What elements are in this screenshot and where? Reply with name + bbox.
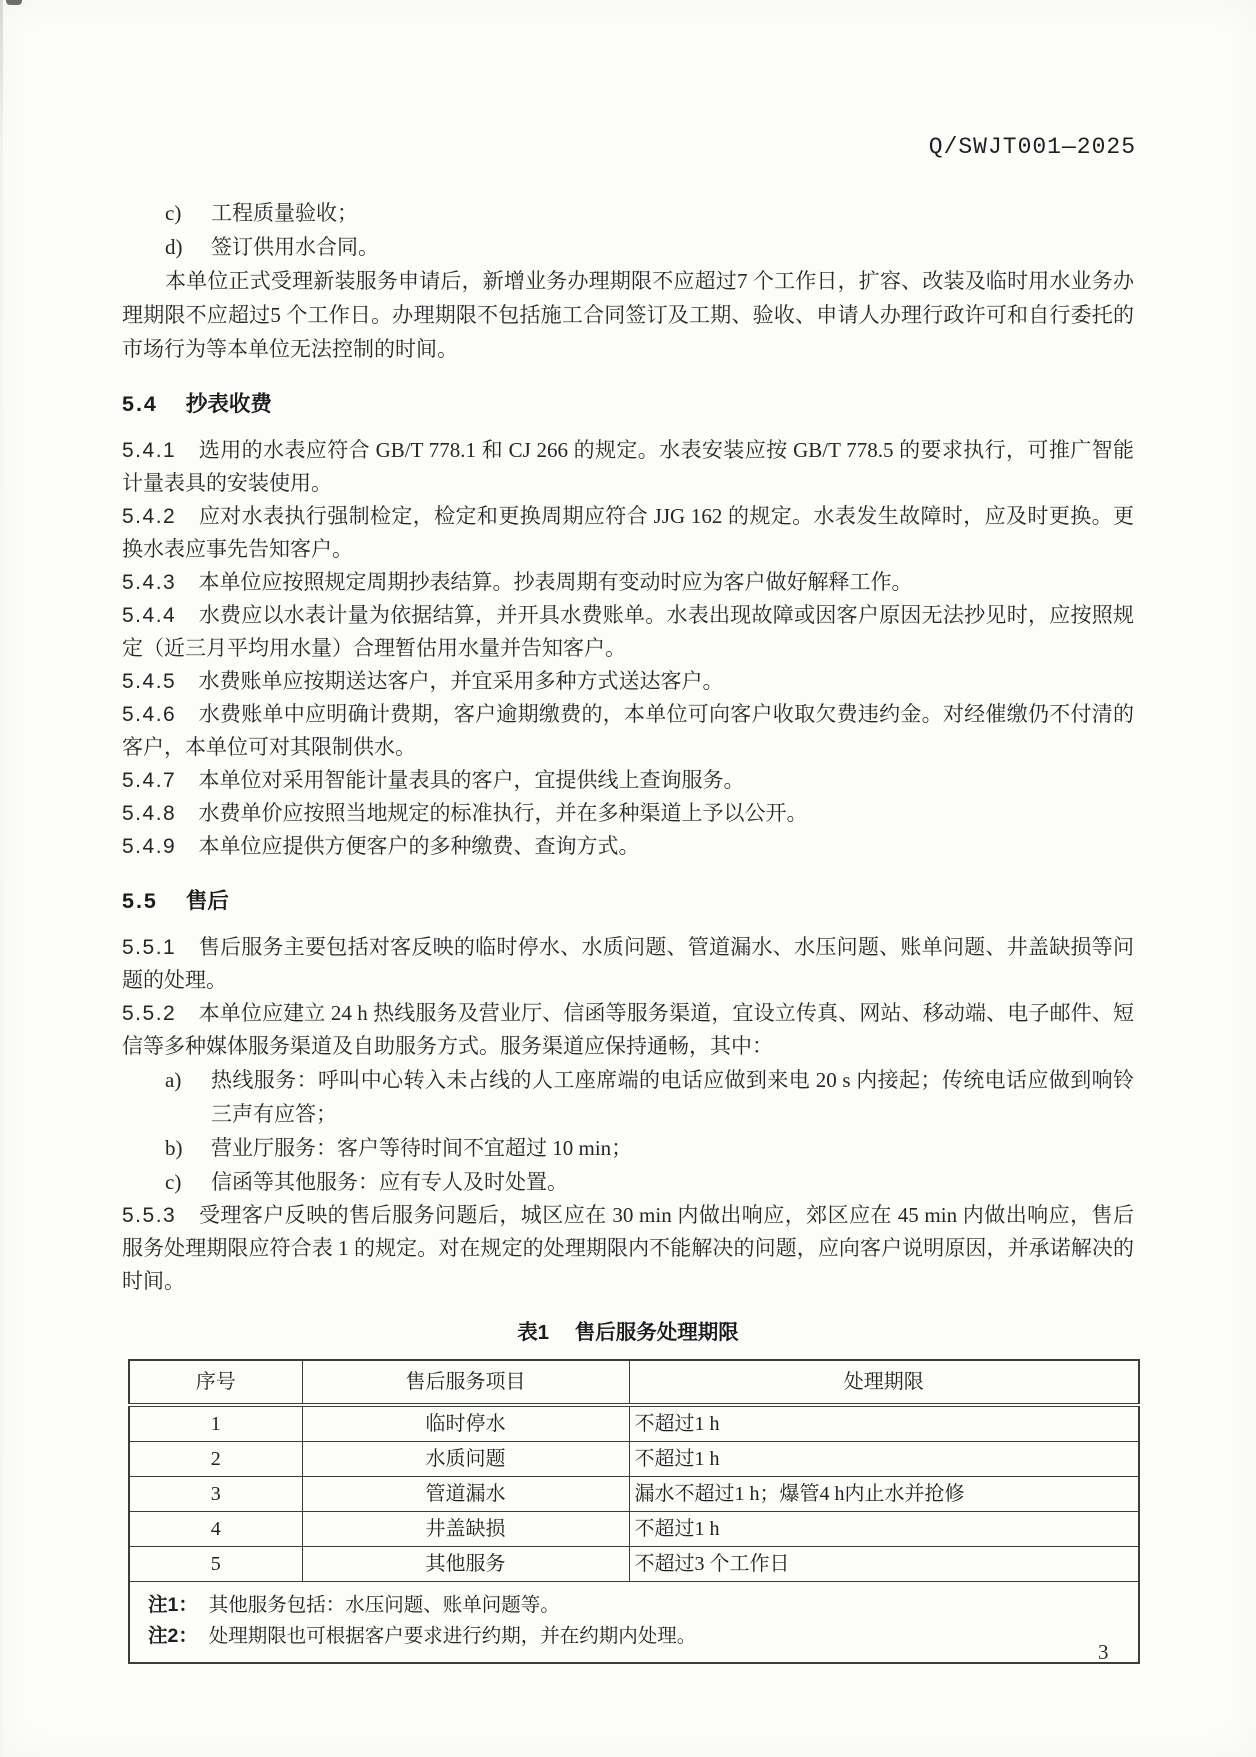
clause-text: 选用的水表应符合 GB/T 778.1 和 CJ 266 的规定。水表安装应按 GB/T 778.5 的要求执行，可推广智能计量表具的安装使用。: [122, 438, 1134, 495]
clause: [122, 797, 1134, 830]
col-header-seq: 序号: [129, 1360, 302, 1405]
table-row: [129, 1512, 1139, 1547]
section-5-4-clauses: [122, 434, 1134, 863]
list-item-label: c): [165, 201, 182, 225]
table-row: [129, 1405, 1139, 1442]
clause: [122, 434, 1134, 500]
clause: [122, 698, 1134, 764]
list-item-text: 工程质量验收；: [211, 201, 358, 225]
clause-number: 5.4.7: [122, 769, 177, 792]
table-note: [148, 1590, 1132, 1621]
col-header-service: 售后服务项目: [302, 1360, 629, 1405]
clause-text: 水费应以水表计量为依据结算，并开具水费账单。水表出现故障或因客户原因无法抄见时，应按照规定（近三月平均用水量）合理暂估用水量并告知客户。: [122, 603, 1134, 660]
clause-text: 应对水表执行强制检定，检定和更换周期应符合 JJG 162 的规定。水表发生故障时，应及时更换。更换水表应事先告知客户。: [122, 504, 1134, 561]
list-item-text: 签订供用水合同。: [211, 235, 379, 259]
clause-number: 5.4.9: [122, 835, 177, 858]
section-title: 售后: [185, 889, 229, 913]
table-row: [129, 1477, 1139, 1512]
clause-number: 5.4.1: [122, 439, 177, 462]
cell-seq: 4: [129, 1512, 302, 1547]
list-item-text: 信函等其他服务：应有专人及时处置。: [211, 1170, 568, 1194]
cell-service: 井盖缺损: [302, 1512, 629, 1547]
clause-number: 5.5.3: [122, 1204, 177, 1227]
clause-text: 本单位应建立 24 h 热线服务及营业厅、信函等服务渠道，宜设立传真、网站、移动端、电子邮件、短信等多种媒体服务渠道及自助服务方式。服务渠道应保持通畅，其中：: [122, 1001, 1134, 1058]
section-heading-5-4: [122, 388, 1134, 420]
clause: [122, 566, 1134, 599]
clause-number: 5.4.3: [122, 571, 177, 594]
note-label: 注1：: [148, 1594, 198, 1616]
clause-number: 5.5.1: [122, 936, 177, 959]
list-item: [165, 230, 1134, 264]
table-notes-cell: [129, 1582, 1139, 1664]
cell-seq: 1: [129, 1405, 302, 1442]
list-item-label: c): [165, 1170, 182, 1194]
clause-text: 售后服务主要包括对客反映的临时停水、水质问题、管道漏水、水压问题、账单问题、井盖缺损等问题的处理。: [122, 935, 1134, 992]
after-sales-table: [128, 1359, 1140, 1664]
list-item: [165, 1131, 1134, 1165]
intro-paragraph: 本单位正式受理新装服务申请后，新增业务办理期限不应超过7 个工作日，扩容、改装及临时用水业务办理期限不应超过5 个工作日。办理期限不包括施工合同签订及工期、验收、申请人办理行政许可和自行委托的市场行为等本单位无法控制的时间。: [122, 269, 1134, 361]
cell-deadline: 不超过1 h: [629, 1442, 1139, 1477]
table-caption-title: 售后服务处理期限: [574, 1321, 739, 1344]
clause-number: 5.4.4: [122, 604, 177, 627]
col-header-deadline: 处理期限: [629, 1360, 1139, 1405]
clause: [122, 997, 1134, 1063]
clause: [122, 599, 1134, 665]
clause-number: 5.4.2: [122, 505, 177, 528]
clause-number: 5.4.5: [122, 670, 177, 693]
ordered-items-cd: [165, 196, 1134, 264]
cell-deadline: 不超过1 h: [629, 1405, 1139, 1442]
note-text: 处理期限也可根据客户要求进行约期，并在约期内处理。: [208, 1626, 697, 1647]
section-number: 5.5: [122, 889, 158, 913]
scan-edge-artifact: [0, 0, 3, 1757]
note-text: 其他服务包括：水压问题、账单问题等。: [208, 1595, 560, 1616]
list-item: [165, 196, 1134, 230]
cell-seq: 5: [129, 1547, 302, 1582]
cell-service: 管道漏水: [302, 1477, 629, 1512]
table-row: [129, 1442, 1139, 1477]
table-note: [148, 1621, 1132, 1652]
clause-text: 受理客户反映的售后服务问题后，城区应在 30 min 内做出响应，郊区应在 45 min 内做出响应，售后服务处理期限应符合表 1 的规定。对在规定的处理期限内不能解决的问题，应向客户说明原因，并承诺解决的时间。: [122, 1203, 1135, 1293]
section-5-5-clauses: [122, 931, 1134, 1063]
cell-deadline: 不超过3 个工作日: [629, 1547, 1139, 1582]
list-item: [165, 1165, 1134, 1199]
table-notes-row: [129, 1582, 1139, 1664]
table-row: [129, 1547, 1139, 1582]
table-header-row: [129, 1360, 1139, 1405]
clause-text: 水费账单中应明确计费期，客户逾期缴费的，本单位可向客户收取欠费违约金。对经催缴仍不付清的客户，本单位可对其限制供水。: [122, 702, 1134, 759]
cell-seq: 2: [129, 1442, 302, 1477]
clause: [122, 830, 1134, 863]
cell-service: 水质问题: [302, 1442, 629, 1477]
list-item-label: d): [165, 235, 183, 259]
document-content: [122, 196, 1134, 1664]
section-number: 5.4: [122, 392, 158, 416]
page-number: 3: [1098, 1640, 1109, 1664]
table-caption-label: 表1: [517, 1321, 550, 1344]
scan-corner-artifact: [6, 0, 22, 5]
doc-number: Q/SWJT001—2025: [928, 134, 1136, 160]
list-item-text: 营业厅服务：客户等待时间不宜超过 10 min；: [211, 1136, 633, 1160]
list-item-text: 热线服务：呼叫中心转入未占线的人工座席端的电话应做到来电 20 s 内接起；传统电话应做到响铃三声有应答；: [211, 1068, 1134, 1126]
list-item-label: a): [165, 1068, 182, 1092]
clause-5-5-3: [122, 1199, 1134, 1298]
clause-number: 5.4.6: [122, 703, 177, 726]
clause: [122, 665, 1134, 698]
clause: [122, 931, 1134, 997]
clause-text: 水费单价应按照当地规定的标准执行，并在多种渠道上予以公开。: [198, 801, 808, 825]
clause-text: 本单位对采用智能计量表具的客户，宜提供线上查询服务。: [198, 768, 745, 792]
list-item: [165, 1063, 1134, 1131]
section-title: 抄表收费: [185, 392, 272, 416]
note-label: 注2：: [148, 1625, 198, 1647]
cell-seq: 3: [129, 1477, 302, 1512]
clause-number: 5.4.8: [122, 802, 177, 825]
cell-service: 其他服务: [302, 1547, 629, 1582]
section-heading-5-5: [122, 885, 1134, 917]
list-item-label: b): [165, 1136, 183, 1160]
ordered-items-abc: [165, 1063, 1134, 1199]
cell-deadline: 不超过1 h: [629, 1512, 1139, 1547]
clause: [122, 764, 1134, 797]
table-body: [129, 1405, 1139, 1582]
clause-text: 水费账单应按期送达客户，并宜采用多种方式送达客户。: [198, 669, 724, 693]
clause-number: 5.5.2: [122, 1002, 177, 1025]
cell-service: 临时停水: [302, 1405, 629, 1442]
clause: [122, 500, 1134, 566]
table-caption: [122, 1316, 1134, 1349]
clause-text: 本单位应按照规定周期抄表结算。抄表周期有变动时应为客户做好解释工作。: [198, 570, 913, 594]
cell-deadline: 漏水不超过1 h；爆管4 h内止水并抢修: [629, 1477, 1139, 1512]
clause-text: 本单位应提供方便客户的多种缴费、查询方式。: [198, 834, 640, 858]
